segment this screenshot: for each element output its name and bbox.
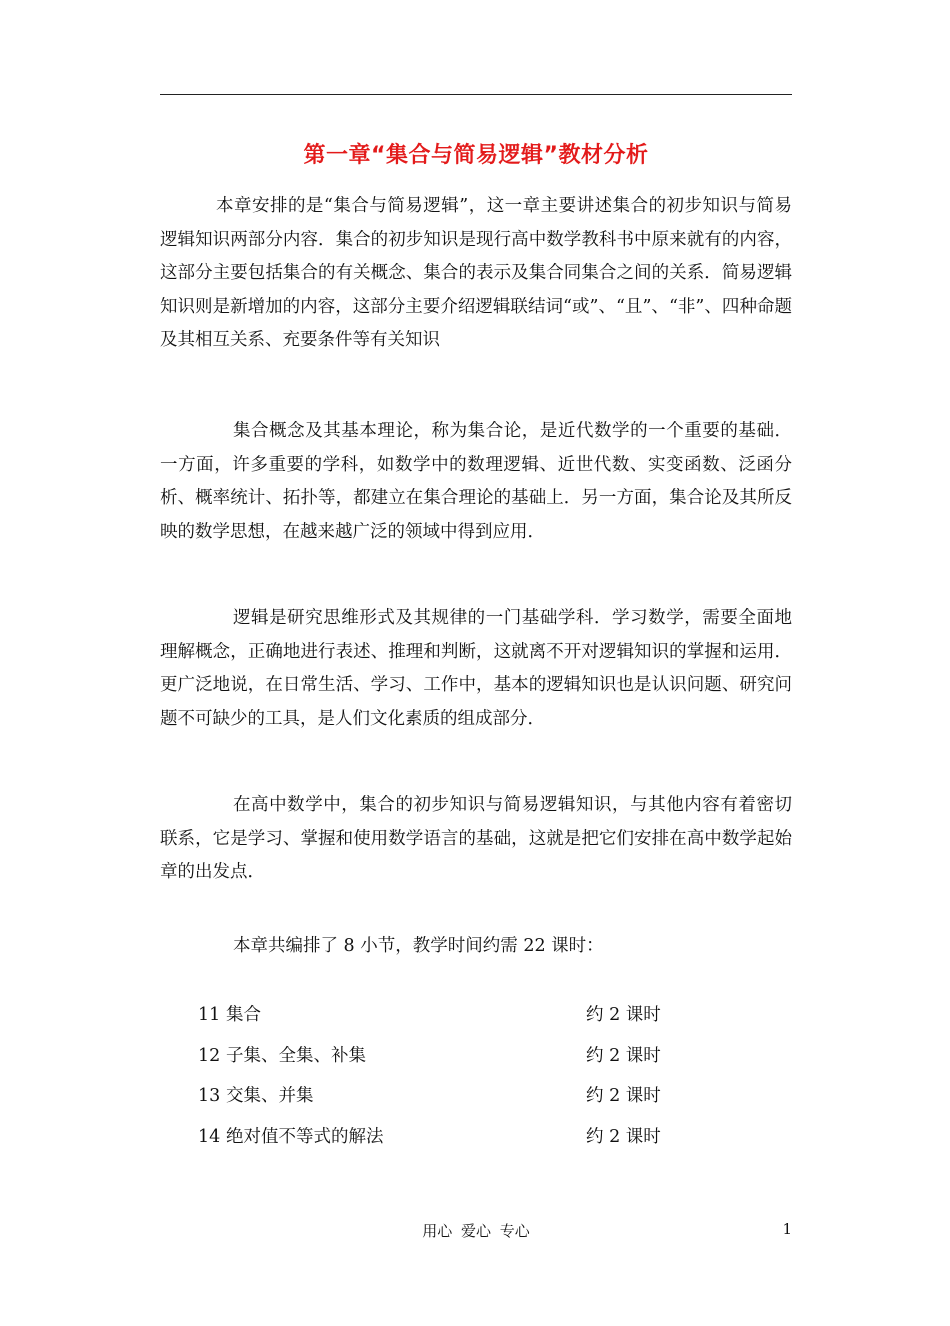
paragraph-intro: 本章安排的是“集合与简易逻辑”，这一章主要讲述集合的初步知识与简易逻辑知识两部分内容．集合的初步知识是现行高中数学教科书中原来就有的内容，这部分主要包括集合的有关概念、集合的表示及集合同集合之间的关系．简易逻辑知识则是新增加的内容，这部分主要介绍逻辑联结词“或”、“且”、“非”、四种命题及其相互关系、充要条件等有关知识 [160, 196, 792, 350]
list-item [198, 999, 718, 1040]
page-title: 第一章“集合与简易逻辑”教材分析 [303, 143, 649, 168]
lesson-hours: 约 2 课时 [586, 1005, 661, 1025]
lesson-hours: 约 2 课时 [586, 1127, 661, 1148]
lesson-name: 绝对值不等式的解法 [226, 1127, 384, 1148]
lesson-number: 13 [198, 1086, 221, 1107]
list-item [198, 1040, 718, 1081]
lesson-name: 子集、全集、补集 [226, 1045, 366, 1066]
lesson-name: 集合 [226, 1005, 261, 1025]
lesson-number: 11 [198, 1005, 221, 1025]
lesson-number: 14 [198, 1127, 221, 1148]
lesson-hours: 约 2 课时 [586, 1086, 661, 1107]
header-rule [160, 94, 792, 95]
lesson-list [198, 999, 718, 1162]
lesson-name: 交集、并集 [226, 1086, 314, 1107]
paragraph-set-theory: 集合概念及其基本理论，称为集合论，是近代数学的一个重要的基础．一方面，许多重要的学科，如数学中的数理逻辑、近世代数、实变函数、泛函分析、概率统计、拓扑等，都建立在集合理论的基础上．另一方面，集合论及其所反映的数学思想，在越来越广泛的领域中得到应用． [160, 421, 792, 542]
paragraph-logic: 逻辑是研究思维形式及其规律的一门基础学科．学习数学，需要全面地理解概念，正确地进行表述、推理和判断，这就离不开对逻辑知识的掌握和运用．更广泛地说，在日常生活、学习、工作中，基本的逻辑知识也是认识问题、研究问题不可缺少的工具，是人们文化素质的组成部分． [160, 608, 792, 729]
page-number: 1 [782, 1220, 792, 1238]
footer-slogan: 用心 爱心 专心 [422, 1222, 530, 1240]
list-item [198, 1080, 718, 1121]
paragraph-schedule: 本章共编排了 8 小节，教学时间约需 22 课时： [233, 936, 604, 956]
lesson-hours: 约 2 课时 [586, 1045, 661, 1066]
lesson-number: 12 [198, 1045, 221, 1066]
paragraph-connection: 在高中数学中，集合的初步知识与简易逻辑知识，与其他内容有着密切联系，它是学习、掌握和使用数学语言的基础，这就是把它们安排在高中数学起始章的出发点． [160, 795, 792, 882]
list-item [198, 1121, 718, 1162]
